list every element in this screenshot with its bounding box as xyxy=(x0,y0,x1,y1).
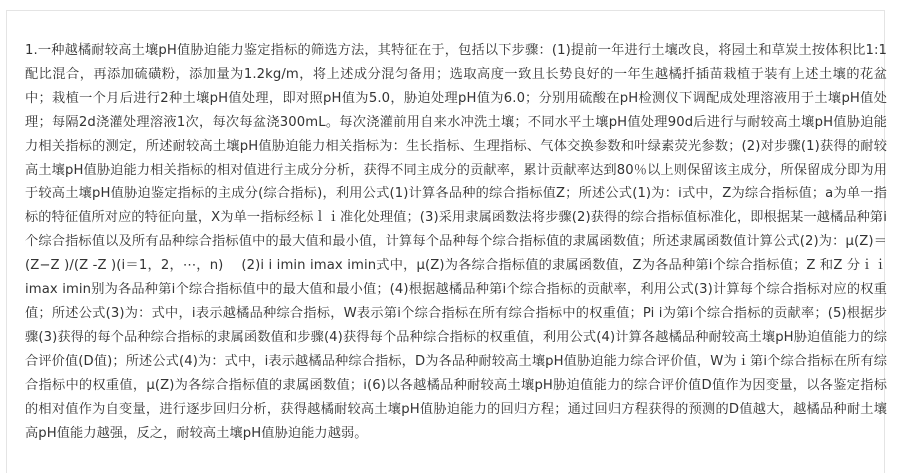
claim-panel xyxy=(6,10,885,473)
claim-text: 1.一种越橘耐较高土壤pH值胁迫能力鉴定指标的筛选方法，其特征在于，包括以下步骤：(1)提前一年进行土壤改良，将园土和草炭土按体积比1:1配比混合，再添加硫磺粉，添加量为1.2kg/m，将上述成分混匀备用；选取高度一致且长势良好的一年生越橘扦插苗栽植于装有上述土壤的花盆中；栽植一个月后进行2种土壤pH值处理，即对照pH值为5.0，胁迫处理pH值为6.0；分别用硫酸在pH检测仪下调配成处理溶液用于土壤pH值处理；每隔2d浇灌处理溶液1次，每次每盆浇300mL。每次浇灌前用自来水冲洗土壤；不同水平土壤pH值处理90d后进行与耐较高土壤pH值胁迫能力相关指标的测定，所述耐较高土壤pH值胁迫能力相关指标为：生长指标、生理指标、气体交换参数和叶绿素荧光参数；(2)对步骤(1)获得的耐较高土壤pH值胁迫能力相关指标的相对值进行主成分分析，获得不同主成分的贡献率，累计贡献率达到80％以上则保留该主成分，所保留成分即为用于较高土壤pH值胁迫鉴定指标的主成分(综合指标)，利用公式(1)计算各品种的综合指标值Z；所述公式(1)为：i式中，Z为综合指标值；a为单一指标的特征值所对应的特征向量，X为单一指标经标ｌｉ准化处理值；(3)采用隶属函数法将步骤(2)获得的综合指标值标准化，即根据某一越橘品种第i个综合指标值以及所有品种综合指标值中的最大值和最小值，计算每个品种每个综合指标值的隶属函数值；所述隶属函数值计算公式(2)为：μ(Z)＝(Z−Z )/(Z -Z )(i＝1，2，⋯，n) (2)i i imin imax imin式中，μ(Z)为各综合指标值的隶属函数值，Z为各品种第i个综合指标值；Z 和Z 分ｉｉimax imin别为各品种第i个综合指标值中的最大值和最小值；(4)根据越橘品种第i个综合指标的贡献率，利用公式(3)计算每个综合指标对应的权重值；所述公式(3)为：式中，i表示越橘品种综合指标，W表示第i个综合指标在所有综合指标中的权重值；Pi i为第i个综合指标的贡献率；(5)根据步骤(3)获得的每个品种综合指标的隶属函数值和步骤(4)获得每个品种综合指标的权重值，利用公式(4)计算各越橘品种耐较高土壤pH胁迫值能力的综合评价值(D值)；所述公式(4)为：式中，i表示越橘品种综合指标，D为各品种耐较高土壤pH值胁迫能力综合评价值，W为ｉ第i个综合指标在所有综合指标中的权重值，μ(Z)为各综合指标值的隶属函数值；i(6)以各越橘品种耐较高土壤pH胁迫值能力的综合评价值D值作为因变量，以各鉴定指标的相对值作为自变量，进行逐步回归分析，获得越橘耐较高土壤pH值胁迫能力的回归方程；通过回归方程获得的预测的D值越大，越橘品种耐土壤高pH值能力越强，反之，耐较高土壤pH值胁迫能力越弱。 xyxy=(25,43,887,441)
